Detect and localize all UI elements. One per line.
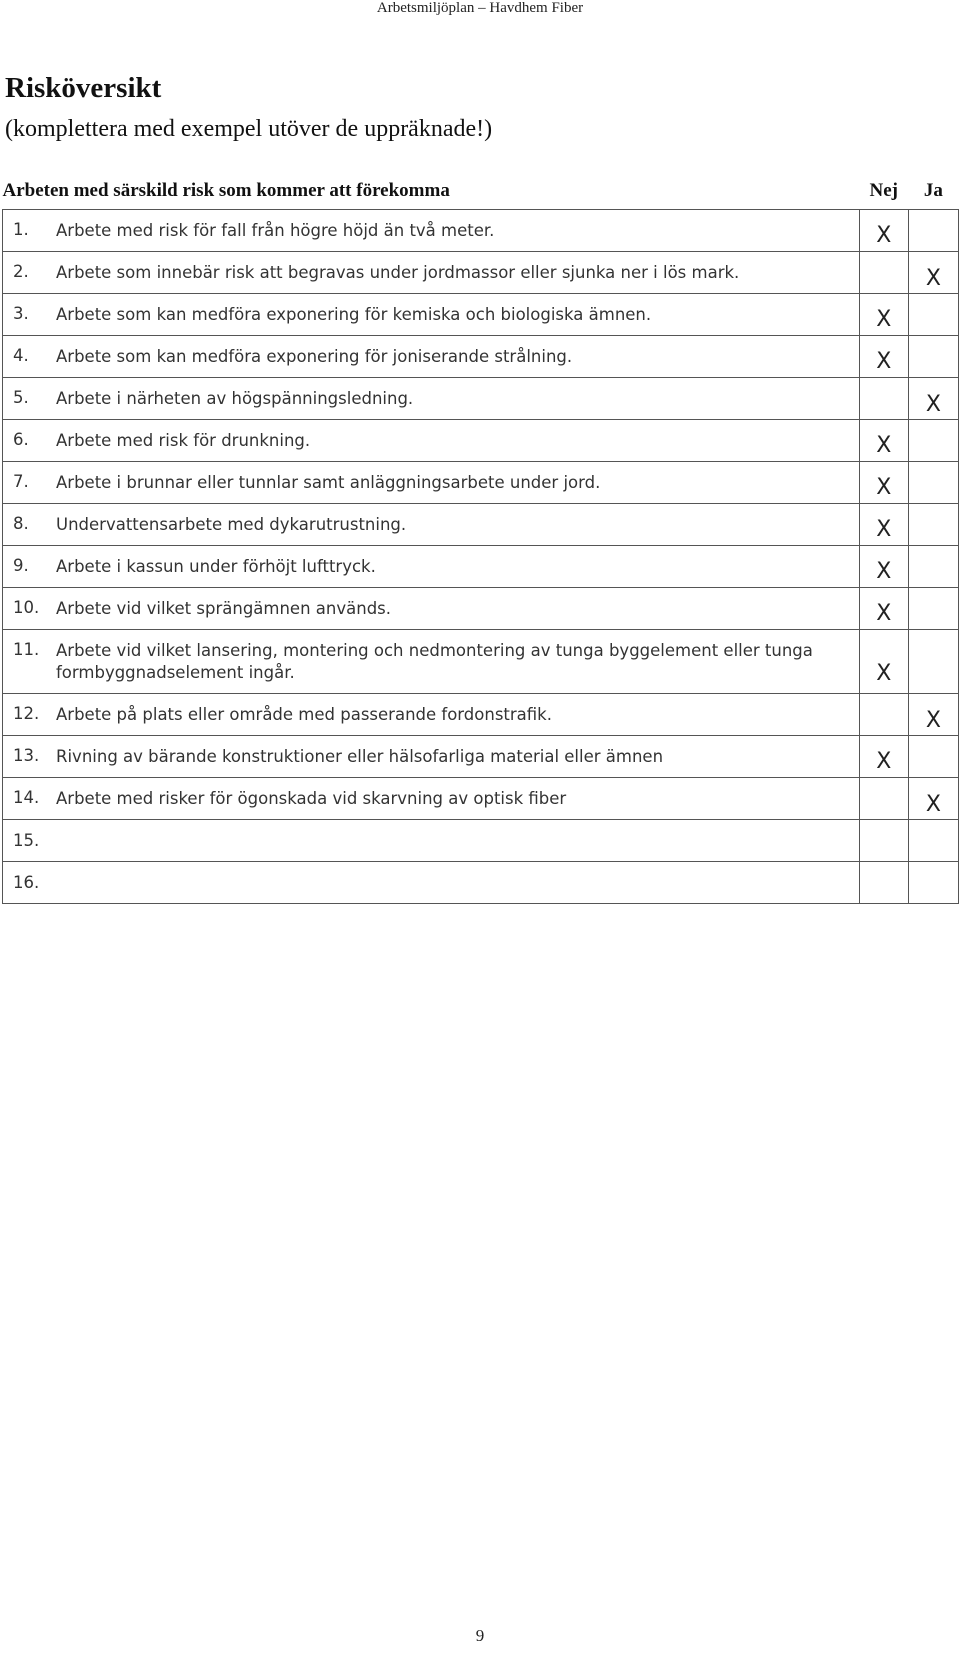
row-number: 10.	[13, 597, 40, 617]
ja-cell[interactable]	[908, 504, 958, 546]
ja-cell[interactable]	[908, 210, 958, 252]
column-header-nej: Nej	[869, 180, 899, 201]
nej-cell[interactable]	[859, 504, 908, 546]
table-row	[3, 252, 959, 294]
table-row	[3, 462, 959, 504]
page-header: Arbetsmiljöplan – Havdhem Fiber	[376, 0, 584, 16]
page-subtitle: (komplettera med exempel utöver de uppräknade!)	[5, 116, 493, 142]
ja-cell[interactable]	[908, 694, 958, 736]
row-text: Arbete i brunnar eller tunnlar samt anläggningsarbete under jord.	[56, 472, 601, 492]
row-text: Arbete med risker för ögonskada vid skarvning av optisk fiber	[56, 788, 567, 808]
table-row	[3, 504, 959, 546]
ja-cell[interactable]	[908, 294, 958, 336]
row-number: 12.	[13, 703, 40, 723]
table-row	[3, 862, 959, 904]
ja-cell[interactable]	[908, 820, 958, 862]
row-text: Arbete vid vilket lansering, montering och nedmontering av tunga byggelement eller tunga formbyggnadselement ingår.	[56, 640, 813, 682]
ja-cell[interactable]	[908, 630, 958, 694]
table-row	[3, 820, 959, 862]
row-number: 9.	[13, 555, 29, 575]
row-number: 13.	[13, 745, 40, 765]
ja-cell[interactable]	[908, 546, 958, 588]
nej-cell[interactable]	[859, 588, 908, 630]
table-heading: Arbeten med särskild risk som kommer att förekomma	[2, 180, 450, 201]
nej-cell[interactable]	[859, 736, 908, 778]
ja-mark: X	[925, 792, 941, 817]
table-row	[3, 778, 959, 820]
ja-mark: X	[925, 266, 941, 291]
row-text: Undervattensarbete med dykarutrustning.	[56, 514, 407, 534]
ja-cell[interactable]	[908, 736, 958, 778]
row-number: 8.	[13, 513, 29, 533]
ja-cell[interactable]	[908, 336, 958, 378]
table-row	[3, 588, 959, 630]
nej-mark: X	[876, 517, 892, 542]
row-text: Arbete med risk för drunkning.	[56, 430, 311, 450]
row-text: Arbete i närheten av högspänningsledning.	[56, 388, 414, 408]
table-row	[3, 294, 959, 336]
table-row	[3, 546, 959, 588]
row-text: Arbete som innebär risk att begravas under jordmassor eller sjunka ner i lös mark.	[56, 262, 740, 282]
row-number: 16.	[13, 873, 40, 892]
risk-table	[2, 173, 959, 904]
ja-cell[interactable]	[908, 378, 958, 420]
page-title: Risköversikt	[5, 72, 162, 104]
table-row	[3, 630, 959, 694]
nej-cell[interactable]	[859, 630, 908, 694]
row-text: Arbete som kan medföra exponering för kemiska och biologiska ämnen.	[56, 304, 652, 324]
ja-cell[interactable]	[908, 778, 958, 820]
ja-mark: X	[925, 392, 941, 417]
nej-mark: X	[876, 749, 892, 774]
nej-cell[interactable]	[859, 820, 908, 862]
row-number: 3.	[13, 303, 29, 323]
row-text: Arbete på plats eller område med passerande fordonstrafik.	[56, 704, 552, 724]
nej-cell[interactable]	[859, 252, 908, 294]
table-row	[3, 378, 959, 420]
table-row	[3, 694, 959, 736]
page-number: 9	[475, 1626, 485, 1645]
table-row	[3, 420, 959, 462]
nej-cell[interactable]	[859, 210, 908, 252]
row-text: Arbete som kan medföra exponering för joniserande strålning.	[56, 346, 573, 366]
column-header-ja: Ja	[923, 180, 943, 201]
nej-cell[interactable]	[859, 336, 908, 378]
row-number: 6.	[13, 429, 29, 449]
nej-mark: X	[876, 349, 892, 374]
table-row	[3, 336, 959, 378]
row-text: Arbete i kassun under förhöjt lufttryck.	[56, 556, 376, 576]
ja-cell[interactable]	[908, 862, 958, 904]
nej-cell[interactable]	[859, 862, 908, 904]
ja-cell[interactable]	[908, 420, 958, 462]
nej-cell[interactable]	[859, 378, 908, 420]
ja-mark: X	[925, 708, 941, 733]
row-number: 15.	[13, 831, 40, 850]
row-number: 1.	[13, 219, 29, 239]
nej-mark: X	[876, 307, 892, 332]
nej-mark: X	[876, 559, 892, 584]
nej-cell[interactable]	[859, 778, 908, 820]
row-number: 2.	[13, 261, 29, 281]
ja-cell[interactable]	[908, 462, 958, 504]
ja-cell[interactable]	[908, 588, 958, 630]
row-number: 11.	[13, 639, 40, 659]
row-number: 4.	[13, 345, 29, 365]
nej-mark: X	[876, 661, 892, 686]
row-text: Arbete med risk för fall från högre höjd än två meter.	[56, 220, 495, 240]
nej-cell[interactable]	[859, 462, 908, 504]
ja-cell[interactable]	[908, 252, 958, 294]
nej-cell[interactable]	[859, 694, 908, 736]
nej-cell[interactable]	[859, 294, 908, 336]
row-number: 5.	[13, 387, 29, 407]
nej-mark: X	[876, 475, 892, 500]
nej-cell[interactable]	[859, 546, 908, 588]
table-row	[3, 210, 959, 252]
nej-mark: X	[876, 223, 892, 248]
table-header-row	[3, 173, 959, 210]
row-number: 14.	[13, 787, 40, 807]
row-text: Arbete vid vilket sprängämnen används.	[56, 598, 392, 618]
table-row	[3, 736, 959, 778]
nej-mark: X	[876, 433, 892, 458]
nej-cell[interactable]	[859, 420, 908, 462]
row-text: Rivning av bärande konstruktioner eller hälsofarliga material eller ämnen	[56, 746, 664, 766]
nej-mark: X	[876, 601, 892, 626]
row-number: 7.	[13, 471, 29, 491]
